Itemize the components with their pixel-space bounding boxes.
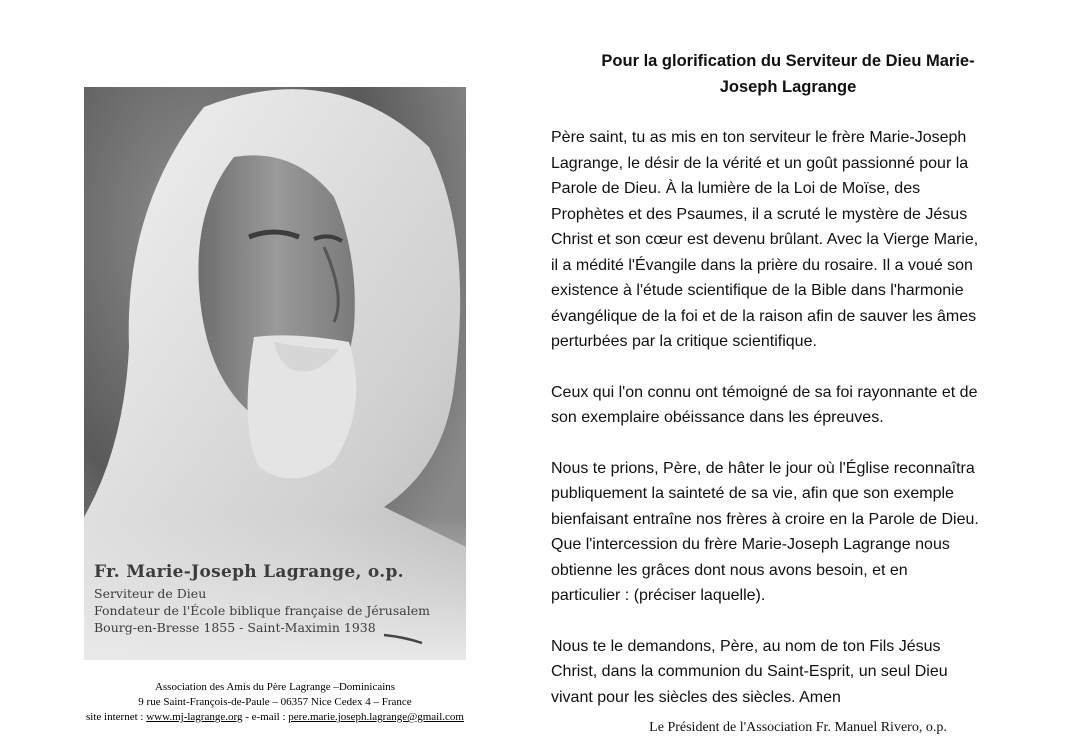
- photo-caption-dates: Bourg-en-Bresse 1855 - Saint-Maximin 1938: [94, 620, 376, 635]
- page-title: [548, 48, 1028, 100]
- title-line-1: Pour la glorification du Serviteur de Dieu Marie-: [601, 52, 975, 70]
- title-line-2: Joseph Lagrange: [719, 78, 857, 96]
- email-link[interactable]: pere.marie.joseph.lagrange@gmail.com: [288, 711, 464, 723]
- photo-caption-title: Serviteur de Dieu: [94, 586, 207, 601]
- photo-caption: [94, 559, 464, 636]
- email-label: - e-mail :: [242, 711, 289, 723]
- signature: Le Président de l'Association Fr. Manuel Rivero, o.p.: [649, 720, 947, 735]
- association-info: [20, 680, 530, 725]
- prayer-paragraph-3: Nous te prions, Père, de hâter le jour où l'Église reconnaîtra publiquement la sainteté de sa vie, afin que son exemple bienfaisant entraîne nos frères à croire en la Parole de Dieu. Que l'intercession du frère Marie-Joseph Lagrange nous obtienne les grâces dont nous avons besoin, et en particulier : (préciser laquelle).: [551, 459, 979, 604]
- photo-caption-founder: Fondateur de l'École biblique française de Jérusalem: [94, 603, 430, 618]
- association-name: Association des Amis du Père Lagrange –Dominicains: [154, 681, 396, 693]
- photo-caption-name: Fr. Marie-Joseph Lagrange, o.p.: [94, 562, 404, 582]
- association-contact: [20, 710, 530, 725]
- website-link[interactable]: www.mj-lagrange.org: [146, 711, 243, 723]
- site-label: site internet :: [86, 711, 147, 723]
- prayer-paragraph-4: Nous te le demandons, Père, au nom de ton Fils Jésus Christ, dans la communion du Saint-Esprit, un seul Dieu vivant pour les siècles des siècles. Amen: [551, 637, 948, 706]
- prayer-paragraph-2: Ceux qui l'on connu ont témoigné de sa foi rayonnante et de son exemplaire obéissance dans les épreuves.: [551, 383, 978, 426]
- portrait-photo: [84, 87, 466, 660]
- association-address: 9 rue Saint-François-de-Paule – 06357 Nice Cedex 4 – France: [138, 696, 412, 708]
- prayer-text: [551, 125, 1051, 735]
- prayer-paragraph-1: Père saint, tu as mis en ton serviteur le frère Marie-Joseph Lagrange, le désir de la vérité et un goût passionné pour la Parole de Dieu. À la lumière de la Loi de Moïse, des Prophètes et des Psaumes, il a scruté le mystère de Jésus Christ et son cœur est devenu brûlant. Avec la Vierge Marie, il a médité l'Évangile dans la prière du rosaire. Il a voué son existence à l'étude scientifique de la Bible dans l'harmonie évangélique de la foi et de la raison afin de sauver les âmes perturbées par la critique scientifique.: [551, 129, 979, 350]
